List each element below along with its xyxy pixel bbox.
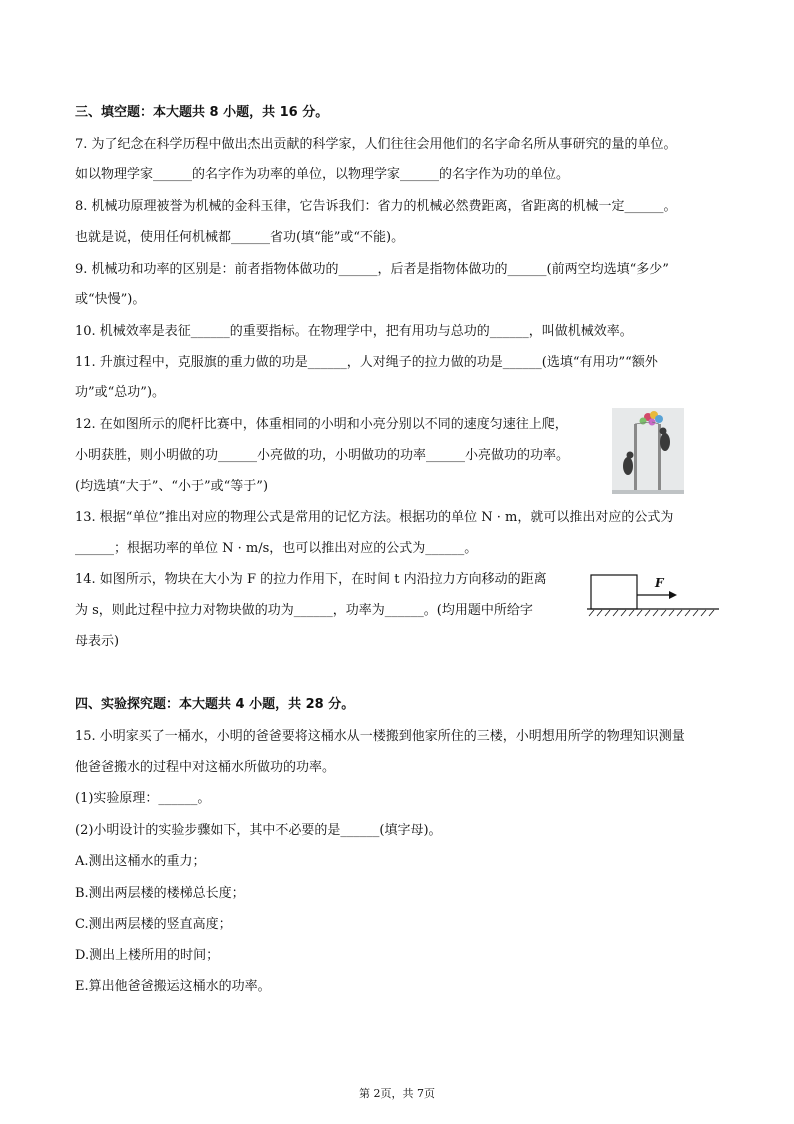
q11-line2: 功”或“总功”)。 <box>75 385 166 400</box>
q12-line3: (均选填“大于”、“小于”或“等于”) <box>75 479 269 494</box>
q8-line2: 也就是说，使用任何机械都______省功(填“能”或“不能)。 <box>75 230 405 245</box>
q15-step-a: A.测出这桶水的重力； <box>75 854 206 869</box>
q15-part1: (1)实验原理：______。 <box>75 791 211 806</box>
q7-line1: 7. 为了纪念在科学历程中做出杰出贡献的科学家，人们往往会用他们的名字命名所从事研究的量的单位。 <box>75 137 677 152</box>
q7-line2: 如以物理学家______的名字作为功率的单位，以物理学家______的名字作为功的单位。 <box>75 167 570 182</box>
q12-line1: 12. 在如图所示的爬杆比赛中，体重相同的小明和小亮分别以不同的速度匀速往上爬， <box>75 417 568 432</box>
q15-step-d: D.测出上楼所用的时间； <box>75 948 220 963</box>
q14-line1: 14. 如图所示，物块在大小为 F 的拉力作用下，在时间 t 内沿拉力方向移动的距离 <box>75 572 547 587</box>
block-force-diagram <box>585 570 723 620</box>
q15-line1: 15. 小明家买了一桶水，小明的爸爸要将这桶水从一楼搬到他家所住的三楼，小明想用所学的物理知识测量 <box>75 729 685 744</box>
q9-line1: 9. 机械功和功率的区别是：前者指物体做功的______，后者是指物体做功的______(前两空均选填“多少” <box>75 262 669 277</box>
q12-line2: 小明获胜，则小明做的功______小亮做的功，小明做功的功率______小亮做功的功率。 <box>75 448 570 463</box>
q8-line1: 8. 机械功原理被誉为机械的金科玉律，它告诉我们：省力的机械必然费距离，省距离的机械一定______。 <box>75 199 677 214</box>
q15-step-c: C.测出两层楼的竖直高度； <box>75 917 232 932</box>
q9-line2: 或“快慢”)。 <box>75 292 146 307</box>
q14-line3: 母表示) <box>75 634 120 649</box>
q15-line2: 他爸爸搬水的过程中对这桶水所做功的功率。 <box>75 760 336 775</box>
q10-line1: 10. 机械效率是表征______的重要指标。在物理学中，把有用功与总功的______，叫做机械效率。 <box>75 324 633 339</box>
q15-step-b: B.测出两层楼的楼梯总长度； <box>75 886 245 901</box>
q13-line2: ______；根据功率的单位 N · m/s，也可以推出对应的公式为______。 <box>75 541 478 556</box>
section4-heading: 四、实验探究题：本大题共 4 小题，共 28 分。 <box>75 697 355 712</box>
q11-line1: 11. 升旗过程中，克服旗的重力做的功是______，人对绳子的拉力做的功是______(选填“有用功”“额外 <box>75 355 658 370</box>
q14-line2: 为 s，则此过程中拉力对物块做的功为______，功率为______。(均用题中所给字 <box>75 603 533 618</box>
pole-climbing-photo <box>612 408 684 494</box>
section3-heading: 三、填空题：本大题共 8 小题，共 16 分。 <box>75 105 329 120</box>
q13-line1: 13. 根据“单位”推出对应的物理公式是常用的记忆方法。根据功的单位 N · m，就可以推出对应的公式为 <box>75 510 674 525</box>
force-label: F <box>655 576 664 590</box>
page-footer: 第 2页，共 7页 <box>359 1087 435 1100</box>
q15-step-e: E.算出他爸爸搬运这桶水的功率。 <box>75 979 271 994</box>
q15-part2: (2)小明设计的实验步骤如下，其中不必要的是______(填字母)。 <box>75 823 442 838</box>
